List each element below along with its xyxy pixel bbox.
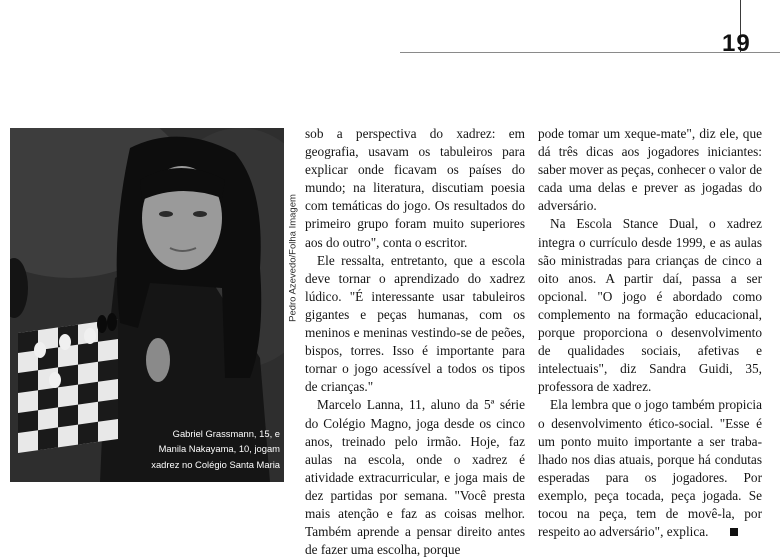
article-paragraph: pode tomar um xeque-mate", diz ele, que dá três dicas aos jogadores iniciantes: saber mover as peças, conhecer o valor de cada uma delas e prever as jogadas do adversário. bbox=[538, 126, 762, 214]
photo-credit: Pedro Azevedo/Folha Imagem bbox=[287, 194, 299, 322]
article-text: Ela lembra que o jogo também propicia o desenvolvimento ético-social. "Esse é um ponto muito importante a ser trabalhado nos dias atuais, porque há condutas esperadas para os jogadores. Por exemplo, peça tocada, peça jogada. Se tocou na peça, tem de movê-la, por respeito ao adversário", explica. bbox=[538, 397, 762, 540]
article-paragraph-last bbox=[538, 396, 762, 541]
article-paragraph: Ele ressalta, entretanto, que a escola deve tornar o aprendizado do xadrez lúdico. "É interessante usar tabuleiros gigantes e peças humanas, com os meninos e meninas vestindo-se de peões, bispos, torres. Isso é importante para tornar o jogo acessível a todos os tipos de crianças." bbox=[305, 252, 525, 395]
article-paragraph: sob a perspectiva do xadrez: em geografia, usavam os tabuleiros para explicar onde ficavam os países do mundo; na literatura, discutiam poesia com temáticas do jogo. Os resultados do primeiro grupo foram muito superiores aos do outro", conta o escritor. bbox=[305, 126, 525, 250]
caption-line: Manila Nakayama, 10, jogam bbox=[158, 443, 280, 454]
article-paragraph: Marcelo Lanna, 11, aluno da 5ª série do Colégio Magno, joga desde os cinco anos, treinado pelo irmão. Hoje, faz aulas na escola, onde o xadrez é atividade extracurricular, e joga mais de dez partidas por semana. "Você presta mais atenção e faz as coisas melhor. Também aprende a pensar direito antes de fazer uma escolha, porque bbox=[305, 397, 525, 558]
end-of-article-mark bbox=[730, 528, 738, 536]
article-photo bbox=[10, 128, 284, 482]
photo-caption bbox=[130, 426, 280, 473]
article-column-2 bbox=[538, 125, 762, 541]
photo-credit-area bbox=[284, 128, 302, 482]
caption-line: xadrez no Colégio Santa Maria bbox=[151, 458, 280, 470]
article-paragraph: Na Escola Stance Dual, o xadrez integra o currículo desde 1999, e as aulas são ministradas para crianças de cinco a oito anos. A partir daí, passa a ser opcional. "O jogo é abordado como complemento na formação educacional, porque proporciona o desenvolvimento de qualidades sociais, afetivas e intelectuais", diz Sandra Guidi, 35, professora de xadrez. bbox=[538, 216, 762, 395]
article-column-1 bbox=[305, 125, 525, 559]
page-number: 19 bbox=[722, 30, 751, 57]
caption-line: Gabriel Grassmann, 15, e bbox=[172, 427, 280, 439]
